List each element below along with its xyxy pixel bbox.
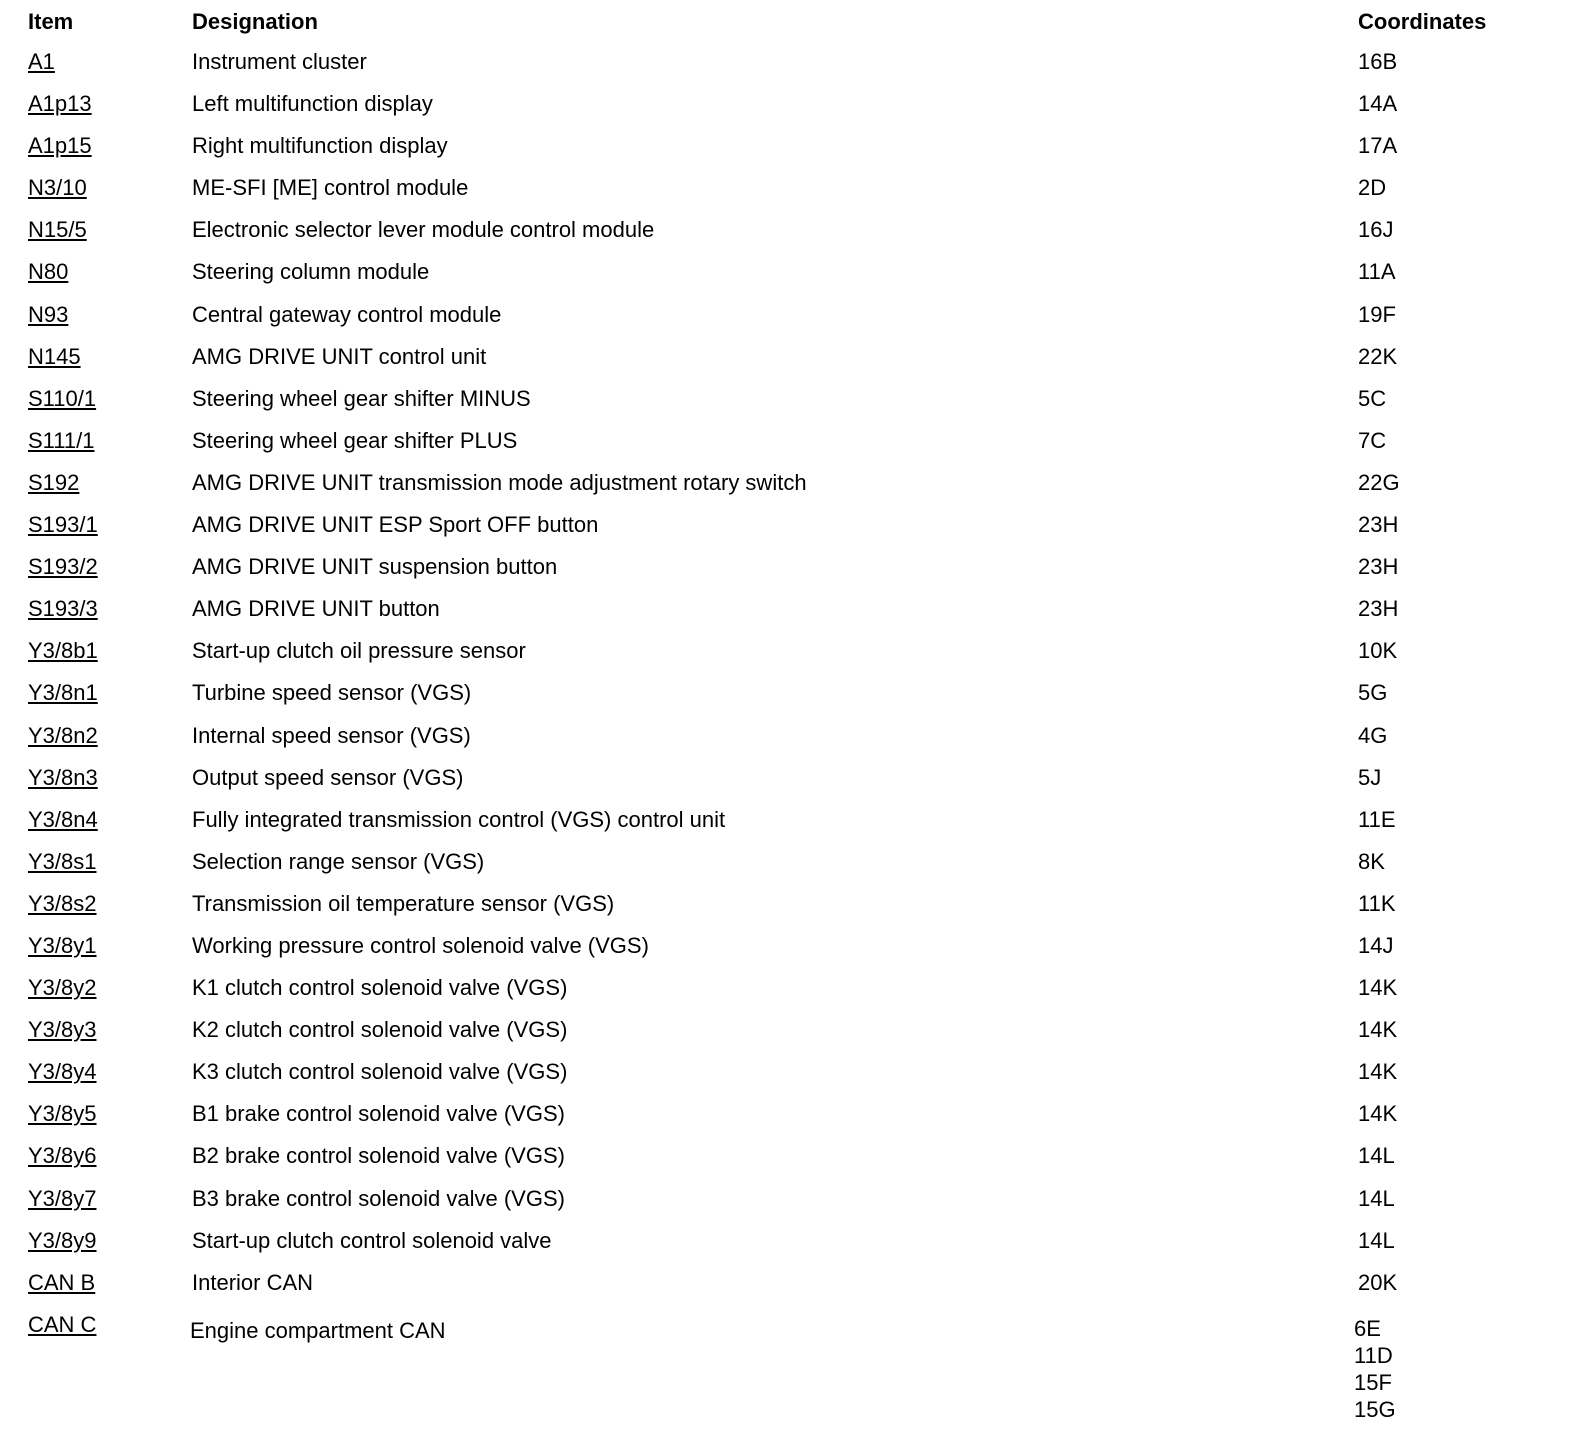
item-link[interactable]: Y3/8y2 xyxy=(28,975,97,1001)
coordinates-cell xyxy=(1358,341,1568,373)
coordinates-cell xyxy=(1358,846,1568,878)
coordinates-cell xyxy=(1358,46,1568,78)
item-cell xyxy=(28,762,192,794)
coordinate-value: 22K xyxy=(1358,343,1398,369)
item-cell xyxy=(28,677,192,709)
designation-cell: Turbine speed sensor (VGS) xyxy=(192,680,472,706)
item-link[interactable]: Y3/8y7 xyxy=(28,1185,97,1211)
item-link[interactable]: CAN C xyxy=(28,1311,97,1337)
coordinates-cell xyxy=(1358,972,1568,1004)
table-row xyxy=(28,214,1568,256)
item-link[interactable]: Y3/8y9 xyxy=(28,1227,97,1253)
designation-cell: Left multifunction display xyxy=(192,91,433,117)
coordinate-value: 4G xyxy=(1358,722,1388,748)
item-link[interactable]: Y3/8n1 xyxy=(28,680,98,706)
item-cell xyxy=(28,1056,192,1088)
designation-cell: Selection range sensor (VGS) xyxy=(192,848,485,874)
table-row xyxy=(28,1098,1568,1140)
designation-cell: AMG DRIVE UNIT ESP Sport OFF button xyxy=(192,512,599,538)
item-cell xyxy=(28,1267,192,1299)
coordinates-cell xyxy=(1358,1225,1568,1257)
table-row xyxy=(28,1183,1568,1225)
item-cell xyxy=(28,804,192,836)
coordinate-value: 14L xyxy=(1358,1185,1395,1211)
item-cell xyxy=(28,299,192,331)
item-cell xyxy=(28,46,192,78)
table-row xyxy=(28,1056,1568,1098)
item-link[interactable]: CAN B xyxy=(28,1269,96,1295)
item-link[interactable]: Y3/8n2 xyxy=(28,722,98,748)
coordinate-value: 14L xyxy=(1358,1227,1395,1253)
coordinates-cell xyxy=(1358,888,1568,920)
item-link[interactable]: Y3/8y1 xyxy=(28,932,97,958)
item-link[interactable]: S110/1 xyxy=(28,385,97,411)
designation-cell: K3 clutch control solenoid valve (VGS) xyxy=(192,1059,568,1085)
item-link[interactable]: S192 xyxy=(28,469,80,495)
coordinates-cell xyxy=(1358,130,1568,162)
item-cell xyxy=(28,1309,192,1341)
coordinate-value: 10K xyxy=(1358,638,1398,664)
table-row xyxy=(28,130,1568,172)
coordinate-value: 7C xyxy=(1358,427,1387,453)
coordinate-value: 8K xyxy=(1358,848,1385,874)
item-link[interactable]: S193/3 xyxy=(28,596,98,622)
item-link[interactable]: N93 xyxy=(28,301,69,327)
designation-cell: Internal speed sensor (VGS) xyxy=(192,722,471,748)
item-link[interactable]: Y3/8n3 xyxy=(28,764,98,790)
coordinate-value: 6E xyxy=(1354,1315,1381,1341)
coordinates-cell xyxy=(1358,172,1568,204)
coordinates-cell xyxy=(1358,1140,1568,1172)
designation-cell: Right multifunction display xyxy=(192,133,448,159)
table-row xyxy=(28,551,1568,593)
coordinate-value: 2D xyxy=(1358,175,1387,201)
coordinate-value: 14K xyxy=(1358,1101,1398,1127)
coordinate-value: 23H xyxy=(1358,596,1399,622)
header-designation: Designation xyxy=(192,9,318,34)
table-row xyxy=(28,846,1568,888)
item-cell xyxy=(28,214,192,246)
coordinates-cell xyxy=(1358,1056,1568,1088)
coordinate-value: 14L xyxy=(1358,1143,1395,1169)
item-link[interactable]: S193/1 xyxy=(28,512,98,538)
coordinate-value: 19F xyxy=(1358,301,1396,327)
coordinates-cell xyxy=(1358,383,1568,415)
item-cell xyxy=(28,1014,192,1046)
coordinate-value: 5C xyxy=(1358,385,1387,411)
table-row xyxy=(28,677,1568,719)
table-row xyxy=(28,635,1568,677)
coordinates-cell xyxy=(1358,214,1568,246)
coordinate-value: 14K xyxy=(1358,975,1398,1001)
item-cell xyxy=(28,1183,192,1215)
coordinate-value: 23H xyxy=(1358,554,1399,580)
coordinates-cell xyxy=(1358,1267,1568,1299)
table-row xyxy=(28,341,1568,383)
coordinate-value: 23H xyxy=(1358,512,1399,538)
coordinates-cell xyxy=(1358,256,1568,288)
coordinates-cell xyxy=(1358,635,1568,667)
coordinate-value: 15G xyxy=(1354,1396,1396,1422)
designation-cell: AMG DRIVE UNIT suspension button xyxy=(192,554,558,580)
item-link[interactable]: Y3/8y4 xyxy=(28,1059,97,1085)
coordinates-cell xyxy=(1358,1183,1568,1215)
designation-cell: K2 clutch control solenoid valve (VGS) xyxy=(192,1017,568,1043)
item-cell xyxy=(28,972,192,1004)
table-row xyxy=(28,383,1568,425)
coordinate-value: 11D xyxy=(1354,1342,1393,1368)
designation-cell: Start-up clutch oil pressure sensor xyxy=(192,638,526,664)
coordinates-cell xyxy=(1358,425,1568,457)
item-cell xyxy=(28,1225,192,1257)
table-row xyxy=(28,593,1568,635)
item-link[interactable]: N145 xyxy=(28,343,81,369)
table-row xyxy=(28,299,1568,341)
item-link[interactable]: Y3/8b1 xyxy=(28,638,98,664)
coordinate-value: 14K xyxy=(1358,1059,1398,1085)
designation-cell: Engine compartment CAN xyxy=(190,1317,446,1343)
header-item: Item xyxy=(28,9,74,34)
item-link[interactable]: Y3/8y5 xyxy=(28,1101,97,1127)
item-link[interactable]: N15/5 xyxy=(28,217,87,243)
table-row xyxy=(28,1014,1568,1056)
item-link[interactable]: Y3/8y3 xyxy=(28,1017,97,1043)
table-row xyxy=(28,88,1568,130)
table-row xyxy=(28,172,1568,214)
table-row xyxy=(28,888,1568,930)
coordinates-cell xyxy=(1358,930,1568,962)
item-link[interactable]: A1 xyxy=(28,49,55,74)
designation-cell: Transmission oil temperature sensor (VGS) xyxy=(192,890,615,916)
designation-cell: AMG DRIVE UNIT control unit xyxy=(192,343,487,369)
table-row xyxy=(28,762,1568,804)
designation-cell: B3 brake control solenoid valve (VGS) xyxy=(192,1185,565,1211)
designation-cell: Steering column module xyxy=(192,259,430,285)
coordinates-cell xyxy=(1358,720,1568,752)
designation-cell: Working pressure control solenoid valve (VGS) xyxy=(192,932,649,958)
item-cell xyxy=(28,1098,192,1130)
item-cell xyxy=(28,172,192,204)
coordinates-cell xyxy=(1358,762,1568,794)
item-link[interactable]: N3/10 xyxy=(28,175,87,201)
coordinate-value: 11K xyxy=(1358,890,1396,916)
designation-cell: Fully integrated transmission control (VGS) control unit xyxy=(192,806,726,832)
coordinates-cell xyxy=(1358,804,1568,836)
designation-cell: Output speed sensor (VGS) xyxy=(192,764,464,790)
table-row xyxy=(28,1225,1568,1267)
item-cell xyxy=(28,509,192,541)
table-row xyxy=(28,1140,1568,1182)
coordinate-value: 20K xyxy=(1358,1269,1398,1295)
item-cell xyxy=(28,846,192,878)
table-row xyxy=(28,930,1568,972)
table-row xyxy=(28,972,1568,1014)
designation-cell: Steering wheel gear shifter MINUS xyxy=(192,385,531,411)
table-row xyxy=(28,256,1568,298)
coordinate-value: 14K xyxy=(1358,1017,1398,1043)
designation-cell: ME-SFI [ME] control module xyxy=(192,175,469,201)
item-cell xyxy=(28,425,192,457)
item-cell xyxy=(28,383,192,415)
coordinates-cell xyxy=(1358,551,1568,583)
coordinates-cell xyxy=(1358,467,1568,499)
designation-cell: AMG DRIVE UNIT button xyxy=(192,596,440,622)
item-cell xyxy=(28,720,192,752)
coordinate-value: 14J xyxy=(1358,932,1394,958)
coordinates-cell xyxy=(1358,1098,1568,1130)
designation-cell: K1 clutch control solenoid valve (VGS) xyxy=(192,975,568,1001)
header-coordinates: Coordinates xyxy=(1358,9,1487,34)
item-link[interactable]: Y3/8s2 xyxy=(28,890,97,916)
coordinate-value: 5G xyxy=(1358,680,1388,706)
item-cell xyxy=(28,341,192,373)
coordinates-cell xyxy=(1358,299,1568,331)
table-row xyxy=(28,46,1568,88)
coordinates-cell xyxy=(1358,88,1568,120)
item-link[interactable]: Y3/8n4 xyxy=(28,806,98,832)
component-legend-table xyxy=(28,6,1568,1422)
designation-cell: Central gateway control module xyxy=(192,301,502,327)
table-row xyxy=(28,467,1568,509)
coordinate-value: 15F xyxy=(1354,1369,1392,1395)
designation-cell: AMG DRIVE UNIT transmission mode adjustment rotary switch xyxy=(192,469,807,495)
item-cell xyxy=(28,635,192,667)
coordinate-value: 22G xyxy=(1358,469,1400,495)
item-link[interactable]: Y3/8y6 xyxy=(28,1143,97,1169)
item-link[interactable]: N80 xyxy=(28,259,69,285)
coordinates-cell xyxy=(1354,1309,1568,1423)
designation-cell: Instrument cluster xyxy=(192,49,367,74)
coordinate-value: 5J xyxy=(1358,764,1382,790)
table-row xyxy=(28,1267,1568,1309)
item-link[interactable]: Y3/8s1 xyxy=(28,848,97,874)
legend-rows xyxy=(28,46,1568,1422)
table-row xyxy=(28,425,1568,467)
item-cell xyxy=(28,593,192,625)
designation-cell: Steering wheel gear shifter PLUS xyxy=(192,427,518,453)
coordinates-cell xyxy=(1358,677,1568,709)
designation-cell: B2 brake control solenoid valve (VGS) xyxy=(192,1143,565,1169)
table-row xyxy=(28,509,1568,551)
coordinate-value: 17A xyxy=(1358,133,1398,159)
item-cell xyxy=(28,930,192,962)
item-cell xyxy=(28,130,192,162)
item-cell xyxy=(28,551,192,583)
designation-cell: Electronic selector lever module control module xyxy=(192,217,655,243)
designation-cell: Start-up clutch control solenoid valve xyxy=(192,1227,552,1253)
designation-cell: Interior CAN xyxy=(192,1269,314,1295)
coordinates-cell xyxy=(1358,1014,1568,1046)
coordinate-value: 11A xyxy=(1358,259,1396,285)
coordinate-value: 11E xyxy=(1358,806,1396,832)
item-link[interactable]: S111/1 xyxy=(28,427,95,453)
item-cell xyxy=(28,467,192,499)
coordinate-value: 16B xyxy=(1358,49,1398,74)
item-cell xyxy=(28,1140,192,1172)
item-link[interactable]: S193/2 xyxy=(28,554,98,580)
item-cell xyxy=(28,888,192,920)
item-link[interactable]: A1p15 xyxy=(28,133,92,159)
table-row xyxy=(28,720,1568,762)
legend-header-row xyxy=(28,6,1568,46)
coordinate-value: 14A xyxy=(1358,91,1398,117)
coordinates-cell xyxy=(1358,509,1568,541)
designation-cell: B1 brake control solenoid valve (VGS) xyxy=(192,1101,565,1127)
item-cell xyxy=(28,256,192,288)
coordinates-cell xyxy=(1358,593,1568,625)
table-row xyxy=(28,804,1568,846)
coordinate-value: 16J xyxy=(1358,217,1394,243)
item-link[interactable]: A1p13 xyxy=(28,91,92,117)
item-cell xyxy=(28,88,192,120)
table-row xyxy=(28,1309,1568,1422)
